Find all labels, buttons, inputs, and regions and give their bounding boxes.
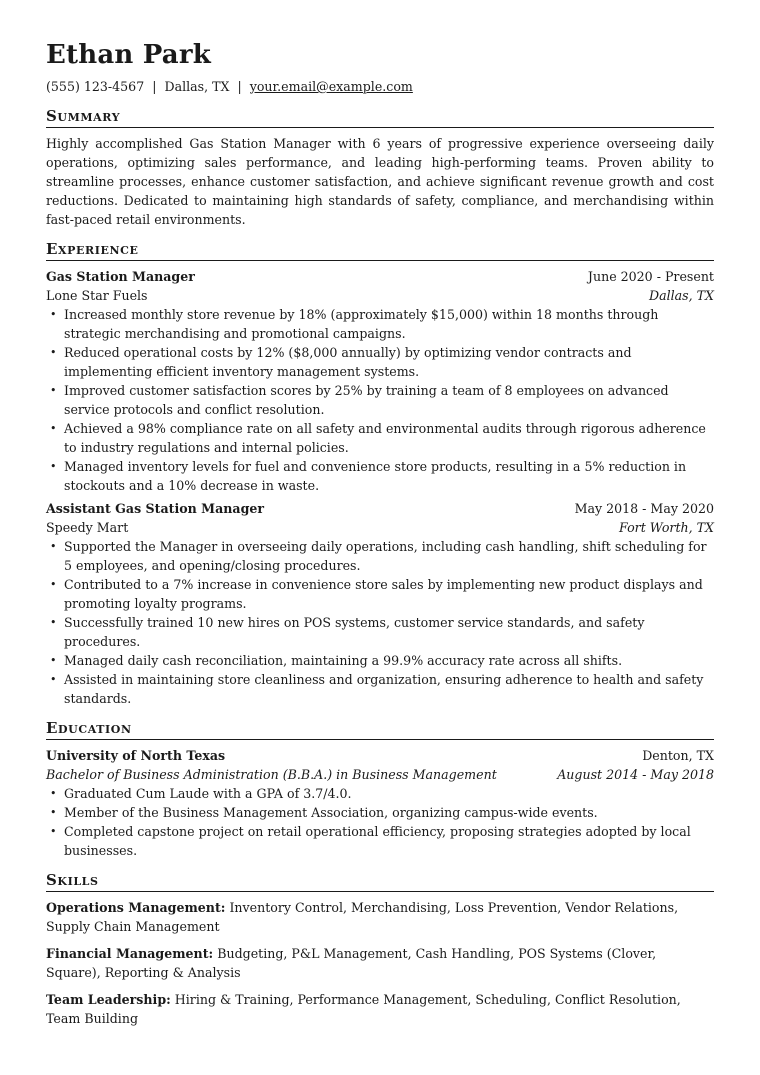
education-entry [46, 746, 714, 860]
bullet-item: • Contributed to a 7% increase in convenience store sales by implementing new product displays and promoting loyalty programs. [46, 575, 714, 613]
bullet-item: • Graduated Cum Laude with a GPA of 3.7/4.0. [46, 784, 714, 803]
contact-separator: | [237, 79, 242, 94]
skill-row [46, 990, 714, 1028]
summary-section [46, 106, 714, 229]
job-role: Gas Station Manager [46, 269, 195, 284]
bullet-item: • Successfully trained 10 new hires on POS systems, customer service standards, and safety procedures. [46, 613, 714, 651]
bullet-item: • Achieved a 98% compliance rate on all safety and environmental audits through rigorous adherence to industry regulations and internal policies. [46, 419, 714, 457]
resume-header [46, 38, 714, 96]
bullet-item: • Reduced operational costs by 12% ($8,000 annually) by optimizing vendor contracts and implementing efficient inventory management systems. [46, 343, 714, 381]
job-entry [46, 267, 714, 495]
job-company: Lone Star Fuels [46, 288, 148, 303]
contact-separator: | [152, 79, 157, 94]
job-dates: June 2020 - Present [587, 269, 714, 284]
education-dates: August 2014 - May 2018 [557, 767, 714, 782]
degree-name: Bachelor of Business Administration (B.B.A.) in Business Management [46, 767, 497, 782]
skill-value: Budgeting, P&L Management, Cash Handling, POS Systems (Clover, Square), Reporting & Analysis [46, 946, 657, 980]
bullet-item: • Increased monthly store revenue by 18% (approximately $15,000) within 18 months through strategic merchandising and promotional campaigns. [46, 305, 714, 343]
education-bullets [46, 784, 714, 860]
skill-label: Financial Management: [46, 946, 214, 961]
section-title-experience: Experience [46, 239, 714, 261]
skill-label: Operations Management: [46, 900, 226, 915]
job-location: Fort Worth, TX [619, 520, 714, 535]
school-name: University of North Texas [46, 748, 226, 763]
skill-value: Inventory Control, Merchandising, Loss Prevention, Vendor Relations, Supply Chain Management [46, 900, 679, 934]
skill-row [46, 944, 714, 982]
school-location: Denton, TX [642, 748, 714, 763]
job-bullets [46, 305, 714, 495]
experience-section [46, 239, 714, 708]
job-company: Speedy Mart [46, 520, 129, 535]
location-text: Dallas, TX [164, 79, 230, 94]
skill-label: Team Leadership: [46, 992, 171, 1007]
candidate-name: Ethan Park [46, 40, 211, 70]
education-section [46, 718, 714, 860]
skill-row [46, 898, 714, 936]
section-title-skills: Skills [46, 870, 714, 892]
section-title-summary: Summary [46, 106, 714, 128]
phone-number: (555) 123-4567 [46, 79, 145, 94]
bullet-item: • Managed daily cash reconciliation, maintaining a 99.9% accuracy rate across all shifts. [46, 651, 714, 670]
job-role: Assistant Gas Station Manager [46, 501, 265, 516]
bullet-item: • Completed capstone project on retail operational efficiency, proposing strategies adopted by local businesses. [46, 822, 714, 860]
job-entry [46, 499, 714, 708]
bullet-item: • Managed inventory levels for fuel and convenience store products, resulting in a 5% reduction in stockouts and a 10% decrease in waste. [46, 457, 714, 495]
summary-text: Highly accomplished Gas Station Manager with 6 years of progressive experience overseeing daily operations, optimizing sales performance, and leading high-performing teams. Proven ability to streamline processes, enhance customer satisfaction, and achieve significant revenue growth and cost reductions. Dedicated to maintaining high standards of safety, compliance, and merchandising within fast-paced retail environments. [46, 136, 714, 227]
contact-line [46, 78, 714, 96]
bullet-item: • Assisted in maintaining store cleanliness and organization, ensuring adherence to health and safety standards. [46, 670, 714, 708]
job-dates: May 2018 - May 2020 [574, 501, 714, 516]
skills-section [46, 870, 714, 1028]
section-title-education: Education [46, 718, 714, 740]
bullet-item: • Member of the Business Management Association, organizing campus-wide events. [46, 803, 714, 822]
bullet-item: • Improved customer satisfaction scores by 25% by training a team of 8 employees on advanced service protocols and conflict resolution. [46, 381, 714, 419]
email-link[interactable]: your.email@example.com [249, 79, 413, 94]
job-bullets [46, 537, 714, 708]
skill-value: Hiring & Training, Performance Management, Scheduling, Conflict Resolution, Team Building [46, 992, 681, 1026]
job-location: Dallas, TX [648, 288, 714, 303]
bullet-item: • Supported the Manager in overseeing daily operations, including cash handling, shift scheduling for 5 employees, and opening/closing procedures. [46, 537, 714, 575]
